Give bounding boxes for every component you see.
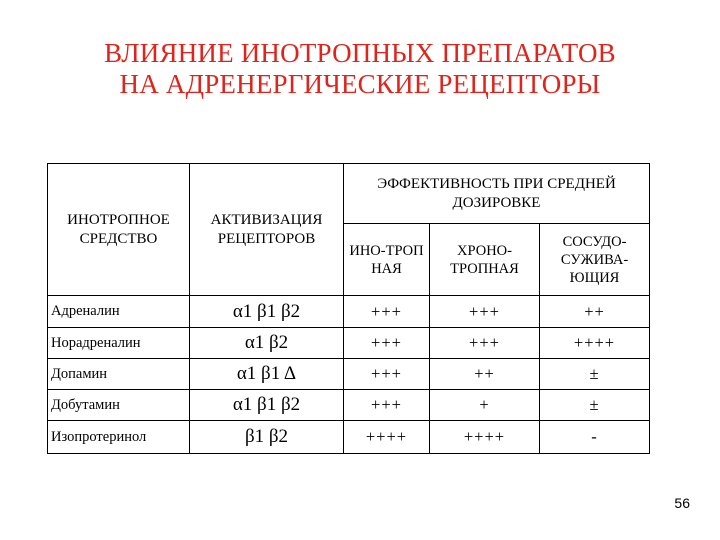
- drug-name: Допамин: [48, 359, 190, 390]
- receptors-table: [47, 163, 650, 454]
- chronotropic-value: +++: [430, 296, 540, 328]
- slide-title: [0, 38, 720, 100]
- inotropic-value: +++: [344, 328, 430, 359]
- receptor-activation: α1 β1 Δ: [190, 359, 344, 390]
- title-line-2: НА АДРЕНЕРГИЧЕСКИЕ РЕЦЕПТОРЫ: [119, 69, 601, 99]
- inotropic-value: +++: [344, 390, 430, 421]
- drug-name: Адреналин: [48, 296, 190, 328]
- chronotropic-value: ++: [430, 359, 540, 390]
- table-row: [48, 390, 650, 421]
- title-line-1: ВЛИЯНИЕ ИНОТРОПНЫХ ПРЕПАРАТОВ: [104, 38, 616, 68]
- vasoconstrict-value: ++: [540, 296, 650, 328]
- drug-name: Добутамин: [48, 390, 190, 421]
- header-drug: ИНОТРОПНОЕ СРЕДСТВО: [48, 164, 190, 296]
- vasoconstrict-value: ++++: [540, 328, 650, 359]
- vasoconstrict-value: ±: [540, 390, 650, 421]
- receptor-activation: α1 β1 β2: [190, 296, 344, 328]
- table-header-row: [48, 164, 650, 224]
- table-row: [48, 328, 650, 359]
- inotropic-value: ++++: [344, 421, 430, 454]
- receptor-activation: α1 β1 β2: [190, 390, 344, 421]
- receptor-activation: α1 β2: [190, 328, 344, 359]
- header-efficiency: ЭФФЕКТИВНОСТЬ ПРИ СРЕДНЕЙ ДОЗИРОВКЕ: [344, 164, 650, 224]
- header-inotropic: ИНО-ТРОП НАЯ: [344, 224, 430, 296]
- table-row: [48, 421, 650, 454]
- header-vasoconstrict: СОСУДО-СУЖИВА-ЮЩИЯ: [540, 224, 650, 296]
- receptor-activation: β1 β2: [190, 421, 344, 454]
- chronotropic-value: +: [430, 390, 540, 421]
- chronotropic-value: ++++: [430, 421, 540, 454]
- header-receptors: АКТИВИЗАЦИЯ РЕЦЕПТОРОВ: [190, 164, 344, 296]
- drug-name: Изопротеринол: [48, 421, 190, 454]
- table-row: [48, 359, 650, 390]
- page-number: 56: [674, 495, 690, 511]
- header-chronotropic: ХРОНО-ТРОПНАЯ: [430, 224, 540, 296]
- inotropic-value: +++: [344, 296, 430, 328]
- inotropic-value: +++: [344, 359, 430, 390]
- table-row: [48, 296, 650, 328]
- drug-name: Норадреналин: [48, 328, 190, 359]
- vasoconstrict-value: ±: [540, 359, 650, 390]
- chronotropic-value: +++: [430, 328, 540, 359]
- vasoconstrict-value: -: [540, 421, 650, 454]
